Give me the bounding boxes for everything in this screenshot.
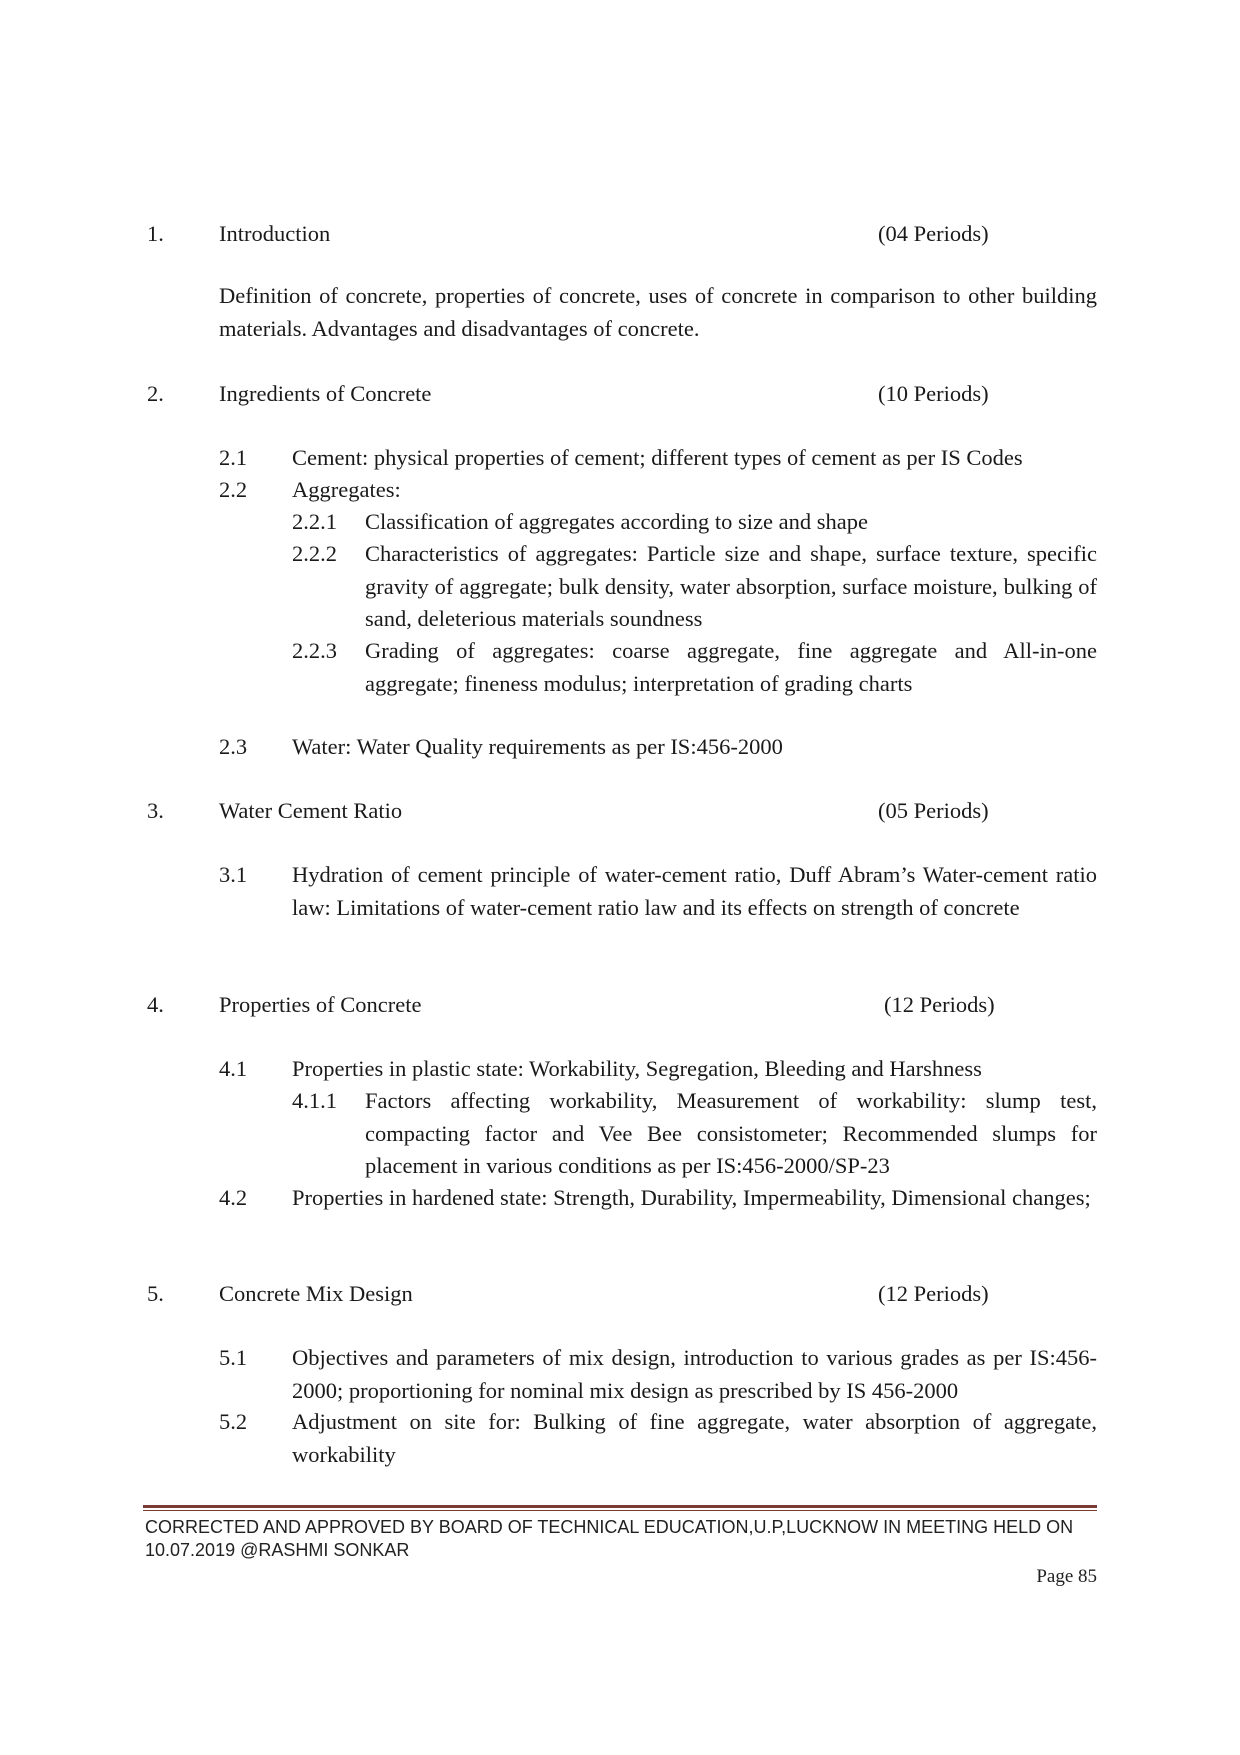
- item-text: Hydration of cement principle of water-cement ratio, Duff Abram’s Water-cement ratio law: Limitations of water-cement ratio law and its effects on strength of concrete: [292, 862, 1097, 920]
- item-text: Properties in plastic state: Workability, Segregation, Bleeding and Harshness: [292, 1056, 982, 1081]
- section-number: 1.: [147, 221, 164, 246]
- item-text: Grading of aggregates: coarse aggregate, fine aggregate and All-in-one aggregate; fineness modulus; interpretation of grading charts: [365, 638, 1097, 696]
- section-periods: (12 Periods): [878, 1281, 989, 1306]
- item-number: 4.1: [219, 1056, 248, 1081]
- item-number: 2.3: [219, 734, 248, 759]
- page-number: Page 85: [1036, 1566, 1097, 1587]
- list-item: [219, 442, 1097, 475]
- footer-text: CORRECTED AND APPROVED BY BOARD OF TECHNICAL EDUCATION,U.P,LUCKNOW IN MEETING HELD ON 10.07.2019 @RASHMI SONKAR: [145, 1517, 1074, 1560]
- section-title: Properties of Concrete: [219, 992, 422, 1017]
- section-title: Concrete Mix Design: [219, 1281, 413, 1306]
- item-number: 2.2: [219, 477, 248, 502]
- section-number: 4.: [147, 992, 164, 1017]
- item-number: 5.2: [219, 1409, 248, 1434]
- item-text: Cement: physical properties of cement; different types of cement as per IS Codes: [292, 445, 1023, 470]
- section-title: Ingredients of Concrete: [219, 381, 432, 406]
- list-item: [219, 1342, 1097, 1407]
- section-title: Water Cement Ratio: [219, 798, 403, 823]
- item-text: Aggregates:: [292, 477, 401, 502]
- section-number: 5.: [147, 1281, 164, 1306]
- section-periods: (04 Periods): [878, 221, 989, 246]
- list-item: [219, 474, 1097, 507]
- section-number: 3.: [147, 798, 164, 823]
- item-number: 2.2.2: [292, 541, 337, 566]
- list-item: [219, 1182, 1097, 1215]
- list-item: [219, 731, 1097, 764]
- section-periods: (10 Periods): [878, 381, 989, 406]
- item-number: 3.1: [219, 862, 248, 887]
- item-number: 5.1: [219, 1345, 248, 1370]
- item-text: Characteristics of aggregates: Particle size and shape, surface texture, specific gravity of aggregate; bulk density, water absorption, surface moisture, bulking of sand, deleterious materials soundness: [365, 541, 1097, 631]
- section-title: Introduction: [219, 221, 331, 246]
- item-number: 2.2.1: [292, 509, 337, 534]
- list-item: [219, 1406, 1097, 1471]
- item-text: Classification of aggregates according to size and shape: [365, 509, 868, 534]
- list-item: [219, 1053, 1097, 1086]
- sub-list-item: [292, 1085, 1097, 1183]
- section-periods: (05 Periods): [878, 798, 989, 823]
- sub-list-item: [292, 506, 1097, 539]
- list-item: [219, 859, 1097, 924]
- item-text: Factors affecting workability, Measurement of workability: slump test, compacting factor and Vee Bee consistometer; Recommended slumps for placement in various conditions as per IS:456-2000/SP-23: [365, 1088, 1097, 1178]
- item-text: Objectives and parameters of mix design, introduction to various grades as per IS:456-2000; proportioning for nominal mix design as prescribed by IS 456-2000: [292, 1345, 1097, 1403]
- section-paragraph: Definition of concrete, properties of concrete, uses of concrete in comparison to other building materials. Advantages and disadvantages of concrete.: [219, 283, 1097, 341]
- item-number: 4.1.1: [292, 1088, 337, 1113]
- section-number: 2.: [147, 381, 164, 406]
- item-number: 4.2: [219, 1185, 248, 1210]
- sub-list-item: [292, 635, 1097, 700]
- item-number: 2.1: [219, 445, 248, 470]
- item-number: 2.2.3: [292, 638, 337, 663]
- item-text: Adjustment on site for: Bulking of fine aggregate, water absorption of aggregate, workability: [292, 1409, 1097, 1467]
- sub-list-item: [292, 538, 1097, 636]
- section-periods: (12 Periods): [884, 992, 995, 1017]
- footer-divider: [143, 1505, 1097, 1508]
- footer-divider-thin: [143, 1510, 1097, 1511]
- item-text: Properties in hardened state: Strength, Durability, Impermeability, Dimensional changes;: [292, 1185, 1091, 1210]
- item-text: Water: Water Quality requirements as per IS:456-2000: [292, 734, 783, 759]
